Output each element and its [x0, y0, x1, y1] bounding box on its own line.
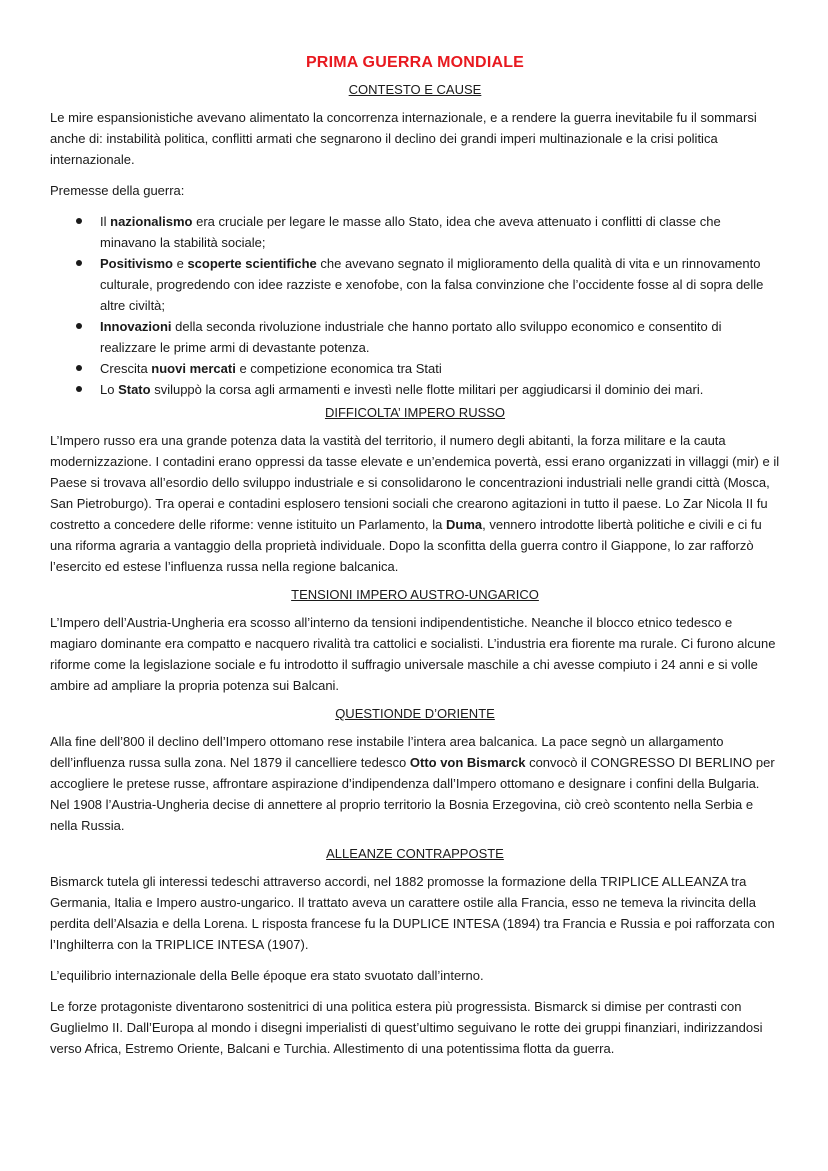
paragraph-equilibrio: L’equilibrio internazionale della Belle époque era stato svuotato dall’interno. — [50, 968, 484, 983]
section-heading-impero-russo: DIFFICOLTA’ IMPERO RUSSO — [324, 405, 506, 420]
paragraph-contesto: Le mire espansionistiche avevano alimentato la concorrenza internazionale, e a rendere la guerra inevitabile fu il sommarsi anche di: instabilità politica, conflitti armati che segnarono il declino dei grandi imperi multinazionale e la crisi politica internazionale. — [50, 110, 757, 167]
section-heading-alleanze: ALLEANZE CONTRAPPOSTE — [326, 846, 504, 861]
paragraph-alleanze: Bismarck tutela gli interessi tedeschi attraverso accordi, nel 1882 promosse la formazione della TRIPLICE ALLEANZA tra Germania, Italia e Impero austro-ungarico. Il trattato aveva un carattere ostile alla Francia, esso ne temeva la rivincita della perdita dell’Alsazia e della Lorena. L risposta francese fu la DUPLICE INTESA (1894) tra Francia e Russia e poi rafforzata con l’Inghilterra con la TRIPLICE INTESA (1907). — [50, 874, 775, 952]
document-title: PRIMA GUERRA MONDIALE — [305, 54, 525, 71]
paragraph-premesse: Premesse della guerra: — [50, 183, 185, 198]
premesse-list — [50, 211, 780, 400]
paragraph-austro-ungarico: L’Impero dell’Austria-Ungheria era scosso all’interno da tensioni indipendentistiche. Neanche il blocco etnico tedesco e magiaro dominante era compatto e nacquero rivalità tra cattolici e socialisti. L’industria era fiorente ma rurale. Ci furono alcune riforme come la legislazione sociale e fu introdotto il suffragio universale maschile a chi avesse compiuto i 24 anni e si volle ambire ad ampliare la propria potenza sui Balcani. — [50, 615, 776, 693]
section-heading-oriente: QUESTIONDE D’ORIENTE — [335, 706, 495, 721]
bullet-icon — [76, 218, 82, 224]
paragraph-impero-russo: L’Impero russo era una grande potenza data la vastità del territorio, il numero degli abitanti, la forza militare e la cauta modernizzazione. I contadini erano oppressi da tasse elevate e un’endemica povertà, essi erano organizzati in villaggi (mir) e il Paese si trovava all’esordio dello sviluppo industriale e si consolidarono le concentrazioni industriali nelle grandi città (Mosca, San Pietroburgo). Tra operai e contadini esplosero tensioni sociali che crearono agitazioni in tutto il paese. Lo Zar Nicola II fu costretto a concedere delle riforme: venne istituito un Parlamento, la Duma, vennero introdotte libertà politiche e civili e ci fu una riforma agraria a vantaggio della proprietà individuale. Dopo la sconfitta della guerra contro il Giappone, lo zar rafforzò l’esercito ed estese l’influenza russa nella regione balcanica. — [50, 433, 780, 574]
paragraph-forze: Le forze protagoniste diventarono sostenitrici di una politica estera più progressista. Bismarck si dimise per contrasti con Guglielmo II. Dall’Europa al mondo i disegni imperialisti di quest’ultimo seguivano le rotte dei gruppi finanziari, indirizzandosi verso Africa, Estremo Oriente, Balcani e Turchia. Allestimento di una potentissima flotta da guerra. — [50, 999, 763, 1056]
list-item: Innovazioni della seconda rivoluzione industriale che hanno portato allo sviluppo economico e consentito di realizzare le prime armi di devastante potenza. — [50, 316, 780, 358]
section-heading-austro-ungarico: TENSIONI IMPERO AUSTRO-UNGARICO — [291, 587, 539, 602]
document-page — [50, 54, 780, 1069]
paragraph-oriente: Alla fine dell’800 il declino dell’Impero ottomano rese instabile l’intera area balcanica. La pace segnò un allargamento dell’influenza russa sulla zona. Nel 1879 il cancelliere tedesco Otto von Bismarck convocò il CONGRESSO DI BERLINO per accogliere le pretese russe, affrontare aspirazione d’indipendenza dall’Impero ottomano e designare i confini della Bulgaria. Nel 1908 l’Austria-Ungheria decise di annettere al proprio territorio la Bosnia Erzegovina, ciò creò scontento nella Serbia e nella Russia. — [50, 734, 775, 833]
bullet-icon — [76, 323, 82, 329]
list-item: Crescita nuovi mercati e competizione economica tra Stati — [50, 358, 780, 379]
bullet-icon — [76, 386, 82, 392]
bullet-icon — [76, 365, 82, 371]
section-heading-contesto: CONTESTO E CAUSE — [348, 82, 482, 97]
list-item: Lo Stato sviluppò la corsa agli armamenti e investì nelle flotte militari per aggiudicarsi il dominio dei mari. — [50, 379, 780, 400]
list-item: Positivismo e scoperte scientifiche che avevano segnato il miglioramento della qualità di vita e un rinnovamento culturale, progredendo con idee razziste e xenofobe, con la falsa convinzione che l’occidente fosse al di sopra delle altre civiltà; — [50, 253, 780, 316]
bullet-icon — [76, 260, 82, 266]
list-item: Il nazionalismo era cruciale per legare le masse allo Stato, idea che aveva attenuato i conflitti di classe che minavano la stabilità sociale; — [50, 211, 780, 253]
